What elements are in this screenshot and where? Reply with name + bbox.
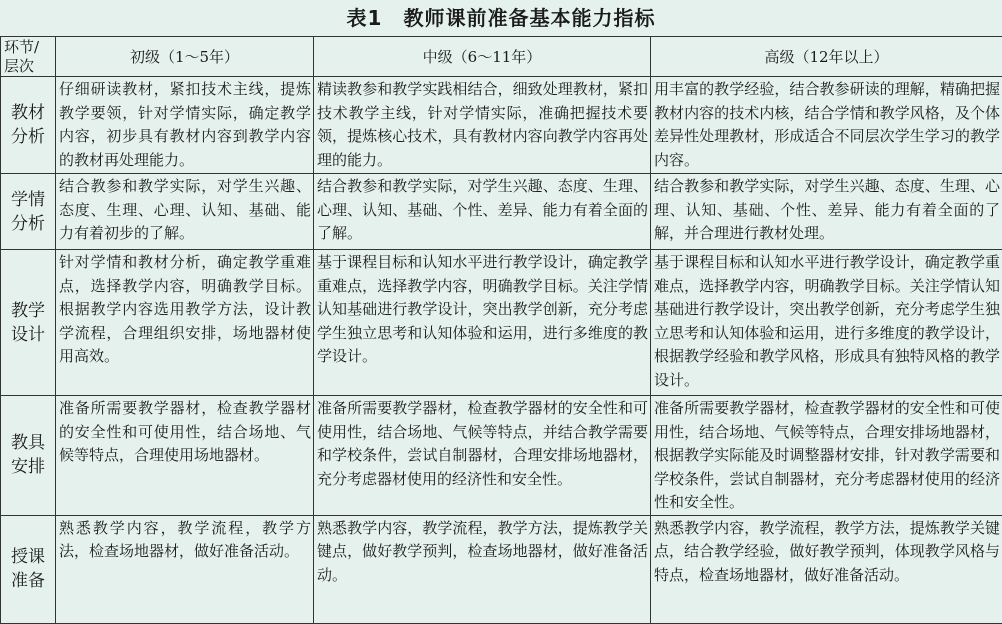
row-label-line1: 教材	[11, 103, 45, 123]
row-label-learner-analysis	[1, 174, 56, 250]
row-label-line1: 教学	[11, 301, 45, 321]
table-cell: 熟悉教学内容，教学流程，教学方法，提炼教学关键点，做好教学预判，检查场地器材，做好准备活动。	[314, 515, 651, 623]
table-cell: 结合教参和教学实际，对学生兴趣、态度、生理、心理、认知、基础、能力有着初步的了解。	[56, 174, 314, 250]
row-label-teaching-design	[1, 250, 56, 396]
row-label-line1: 学情	[11, 190, 45, 210]
row-label-equipment-arrangement	[1, 396, 56, 516]
row-label-line2: 分析	[11, 214, 45, 234]
table-row	[1, 77, 1002, 174]
table-row	[1, 174, 1002, 250]
row-label-line2: 安排	[11, 457, 45, 477]
row-label-line1: 教具	[11, 433, 45, 453]
table-cell: 熟悉教学内容，教学流程，教学方法，提炼教学关键点，结合教学经验，做好教学预判，体现教学风格与特点，检查场地器材，做好准备活动。	[651, 515, 1002, 623]
table-cell: 准备所需要教学器材，检查教学器材的安全性和可使用性，结合场地、气候等特点，并结合教学需要和学校条件，尝试自制器材，合理安排场地器材，充分考虑器材使用的经济性和安全性。	[314, 396, 651, 516]
level-header-intermediate: 中级（6～11年）	[314, 37, 651, 77]
level-header-senior: 高级（12年以上）	[651, 37, 1002, 77]
table-cell: 准备所需要教学器材，检查教学器材的安全性和可使用性，结合场地、气候等特点，合理安排场地器材，根据教学实际能及时调整器材安排，针对教学需要和学校条件，尝试自制器材，充分考虑器材使用的经济性和安全性。	[651, 396, 1002, 516]
table-cell: 基于课程目标和认知水平进行教学设计，确定教学重难点，选择教学内容，明确教学目标。关注学情认知基础进行教学设计，突出教学创新，充分考虑学生独立思考和认知体验和运用，进行多维度的教学设计，根据教学经验和教学风格，形成具有独特风格的教学设计。	[651, 250, 1002, 396]
corner-header-cell	[1, 37, 56, 77]
table-cell: 用丰富的教学经验，结合教参研读的理解，精确把握教材内容的技术内核，结合学情和教学风格，及个体差异性处理教材，形成适合不同层次学生学习的教学内容。	[651, 77, 1002, 174]
table-cell: 准备所需要教学器材，检查教学器材的安全性和可使用性，结合场地、气候等特点，合理使用场地器材。	[56, 396, 314, 516]
table-cell: 精读教参和教学实践相结合，细致处理教材，紧扣技术教学主线，针对学情实际，准确把握技术要领，提炼核心技术，具有教材内容向教学内容再处理的能力。	[314, 77, 651, 174]
row-label-textbook-analysis	[1, 77, 56, 174]
table-cell: 基于课程目标和认知水平进行教学设计，确定教学重难点，选择教学内容，明确教学目标。关注学情认知基础进行教学设计，突出教学创新，充分考虑学生独立思考和认知体验和运用，进行多维度的教学设计。	[314, 250, 651, 396]
table-cell: 仔细研读教材，紧扣技术主线，提炼教学要领，针对学情实际，确定教学内容，初步具有教材内容到教学内容的教材再处理能力。	[56, 77, 314, 174]
table-cell: 结合教参和教学实际，对学生兴趣、态度、生理、心理、认知、基础、个性、差异、能力有着全面的了解。	[314, 174, 651, 250]
table-cell: 结合教参和教学实际，对学生兴趣、态度、生理、心理、认知、基础、个性、差异、能力有着全面的了解，并合理进行教材处理。	[651, 174, 1002, 250]
row-label-lesson-preparation	[1, 515, 56, 623]
table-cell: 针对学情和教材分析，确定教学重难点，选择教学内容，明确教学目标。根据教学内容选用教学方法，设计教学流程，合理组织安排，场地器材使用高效。	[56, 250, 314, 396]
table-row	[1, 515, 1002, 623]
row-label-line2: 准备	[11, 571, 45, 591]
row-label-line2: 分析	[11, 127, 45, 147]
corner-label-line2: 层次	[4, 57, 34, 75]
header-row	[1, 37, 1002, 77]
row-label-line1: 授课	[11, 547, 45, 567]
row-label-line2: 设计	[11, 325, 45, 345]
table-row	[1, 250, 1002, 396]
ability-indicator-table	[0, 36, 1002, 624]
level-header-junior: 初级（1～5年）	[56, 37, 314, 77]
corner-label-line1: 环节/	[4, 38, 39, 56]
table-title: 表1 教师课前准备基本能力指标	[0, 0, 1002, 36]
table-cell: 熟悉教学内容，教学流程，教学方法，检查场地器材，做好准备活动。	[56, 515, 314, 623]
table-row	[1, 396, 1002, 516]
